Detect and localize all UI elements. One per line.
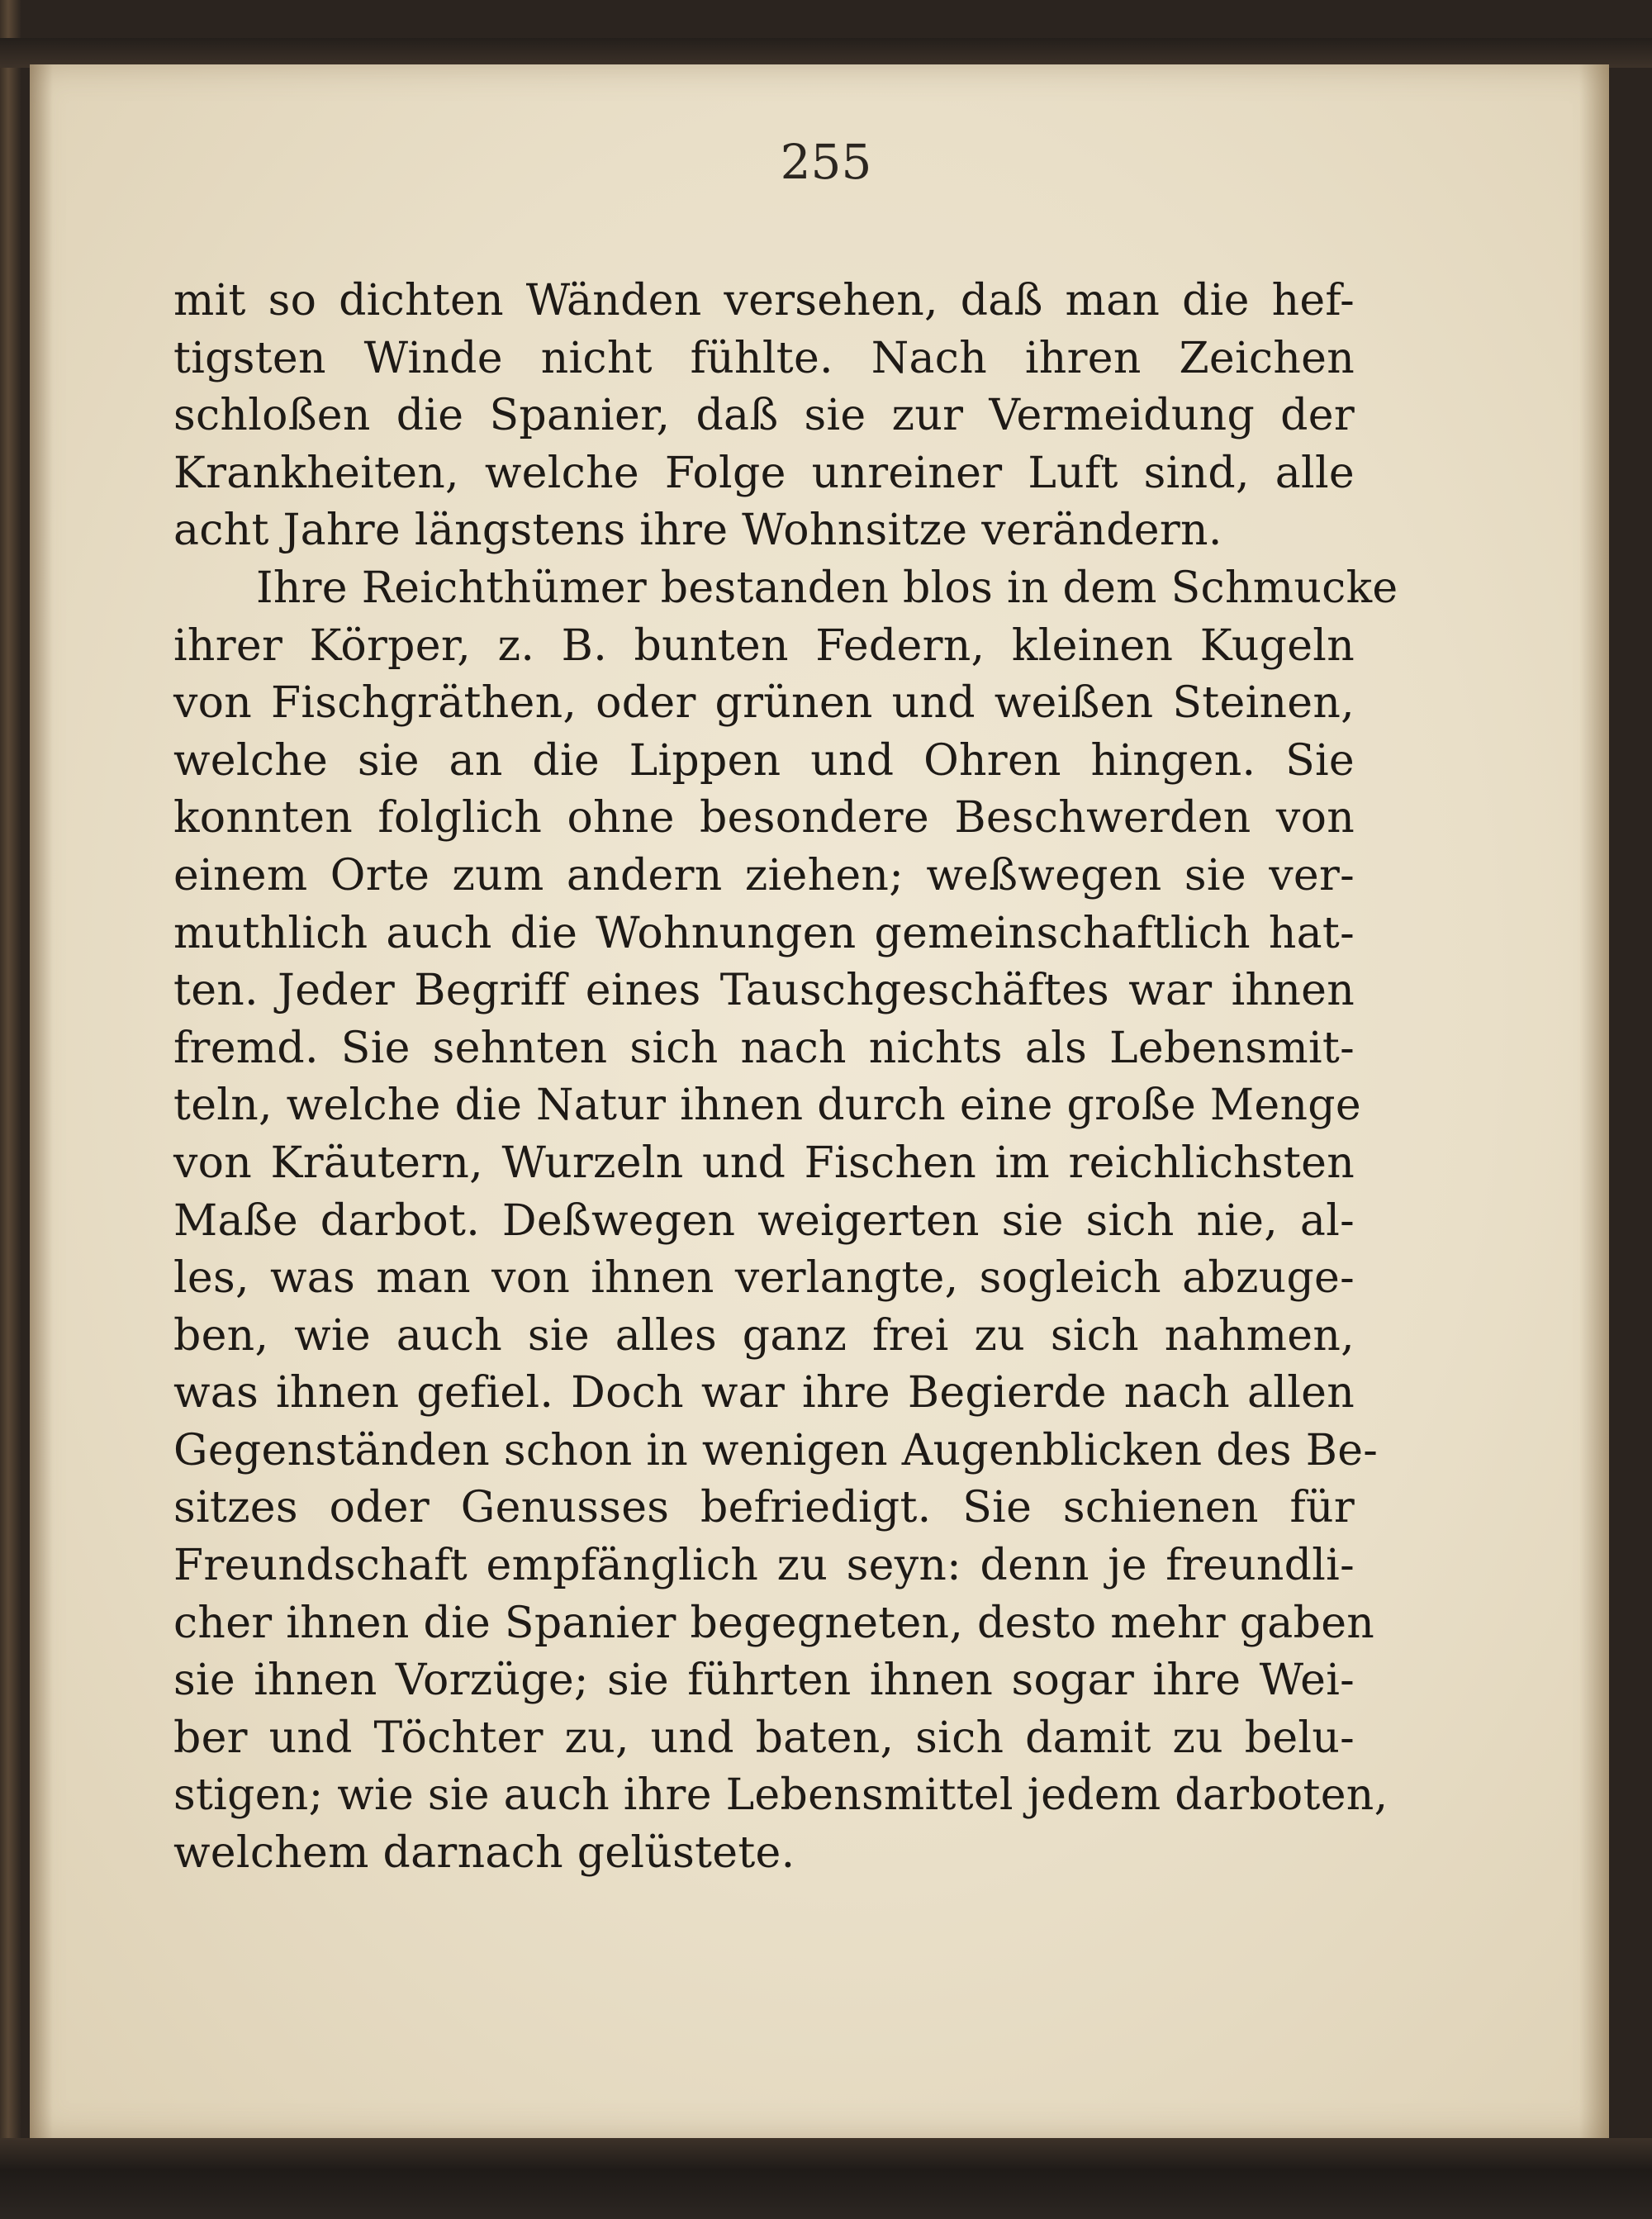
text-line: cher ihnen die Spanier begegneten, desto mehr gaben (173, 1598, 1375, 1648)
text-line: einem Orte zum andern ziehen; weßwegen sie ver- (173, 850, 1355, 900)
text-line: tigsten Winde nicht fühlte. Nach ihren Zeichen (173, 333, 1355, 383)
text-line: konnten folglich ohne besondere Beschwerden von (173, 793, 1355, 843)
text-line: sie ihnen Vorzüge; sie führten ihnen sogar ihre Wei- (173, 1656, 1355, 1706)
text-line: ben, wie auch sie alles ganz frei zu sich nahmen, (173, 1310, 1355, 1361)
text-line: was ihnen gefiel. Doch war ihre Begierde nach allen (173, 1368, 1355, 1418)
text-line: ihrer Körper, z. B. bunten Federn, kleinen Kugeln (173, 620, 1355, 671)
text-line: stigen; wie sie auch ihre Lebensmittel jedem darboten, (173, 1770, 1389, 1821)
text-line: mit so dichten Wänden versehen, daß man die hef- (173, 276, 1355, 325)
text-line: welchem darnach gelüstete. (173, 1828, 795, 1879)
text-line: welche sie an die Lippen und Ohren hingen. Sie (173, 735, 1355, 786)
text-line: von Fischgräthen, oder grünen und weißen Steinen, (173, 678, 1355, 729)
text-line: von Kräutern, Wurzeln und Fischen im reichlichsten (173, 1138, 1355, 1188)
text-line: muthlich auch die Wohnungen gemeinschaftlich hat- (173, 908, 1355, 958)
page-number: 255 (780, 134, 872, 190)
text-line: ten. Jeder Begriff eines Tauschgeschäftes war ihnen (173, 966, 1355, 1016)
text-line: Krankheiten, welche Folge unreiner Luft sind, alle (173, 448, 1355, 498)
text-line: fremd. Sie sehnten sich nach nichts als Lebensmit- (173, 1023, 1355, 1073)
text-line: teln, welche die Natur ihnen durch eine große Menge (173, 1081, 1361, 1131)
text-line: schloßen die Spanier, daß sie zur Vermeidung der (173, 391, 1355, 441)
text-line: acht Jahre längstens ihre Wohnsitze verändern. (173, 506, 1222, 556)
book-cover-top-edge (0, 38, 1652, 68)
text-line: sitzes oder Genusses befriedigt. Sie schienen für (173, 1483, 1355, 1533)
book-cover-bottom-edge (0, 2138, 1652, 2219)
text-line: Freundschaft empfänglich zu seyn: denn je freundli- (173, 1541, 1355, 1591)
text-line: Ihre Reichthümer bestanden blos in dem Schmucke (256, 563, 1398, 613)
text-line: Gegenständen schon in wenigen Augenblicken des Be- (173, 1425, 1379, 1475)
text-line: ber und Töchter zu, und baten, sich damit zu belu- (173, 1713, 1355, 1763)
body-text (173, 273, 1398, 1883)
text-line: les, was man von ihnen verlangte, sogleich abzuge- (173, 1253, 1355, 1304)
text-line: Maße darbot. Deßwegen weigerten sie sich nie, al- (173, 1195, 1355, 1246)
